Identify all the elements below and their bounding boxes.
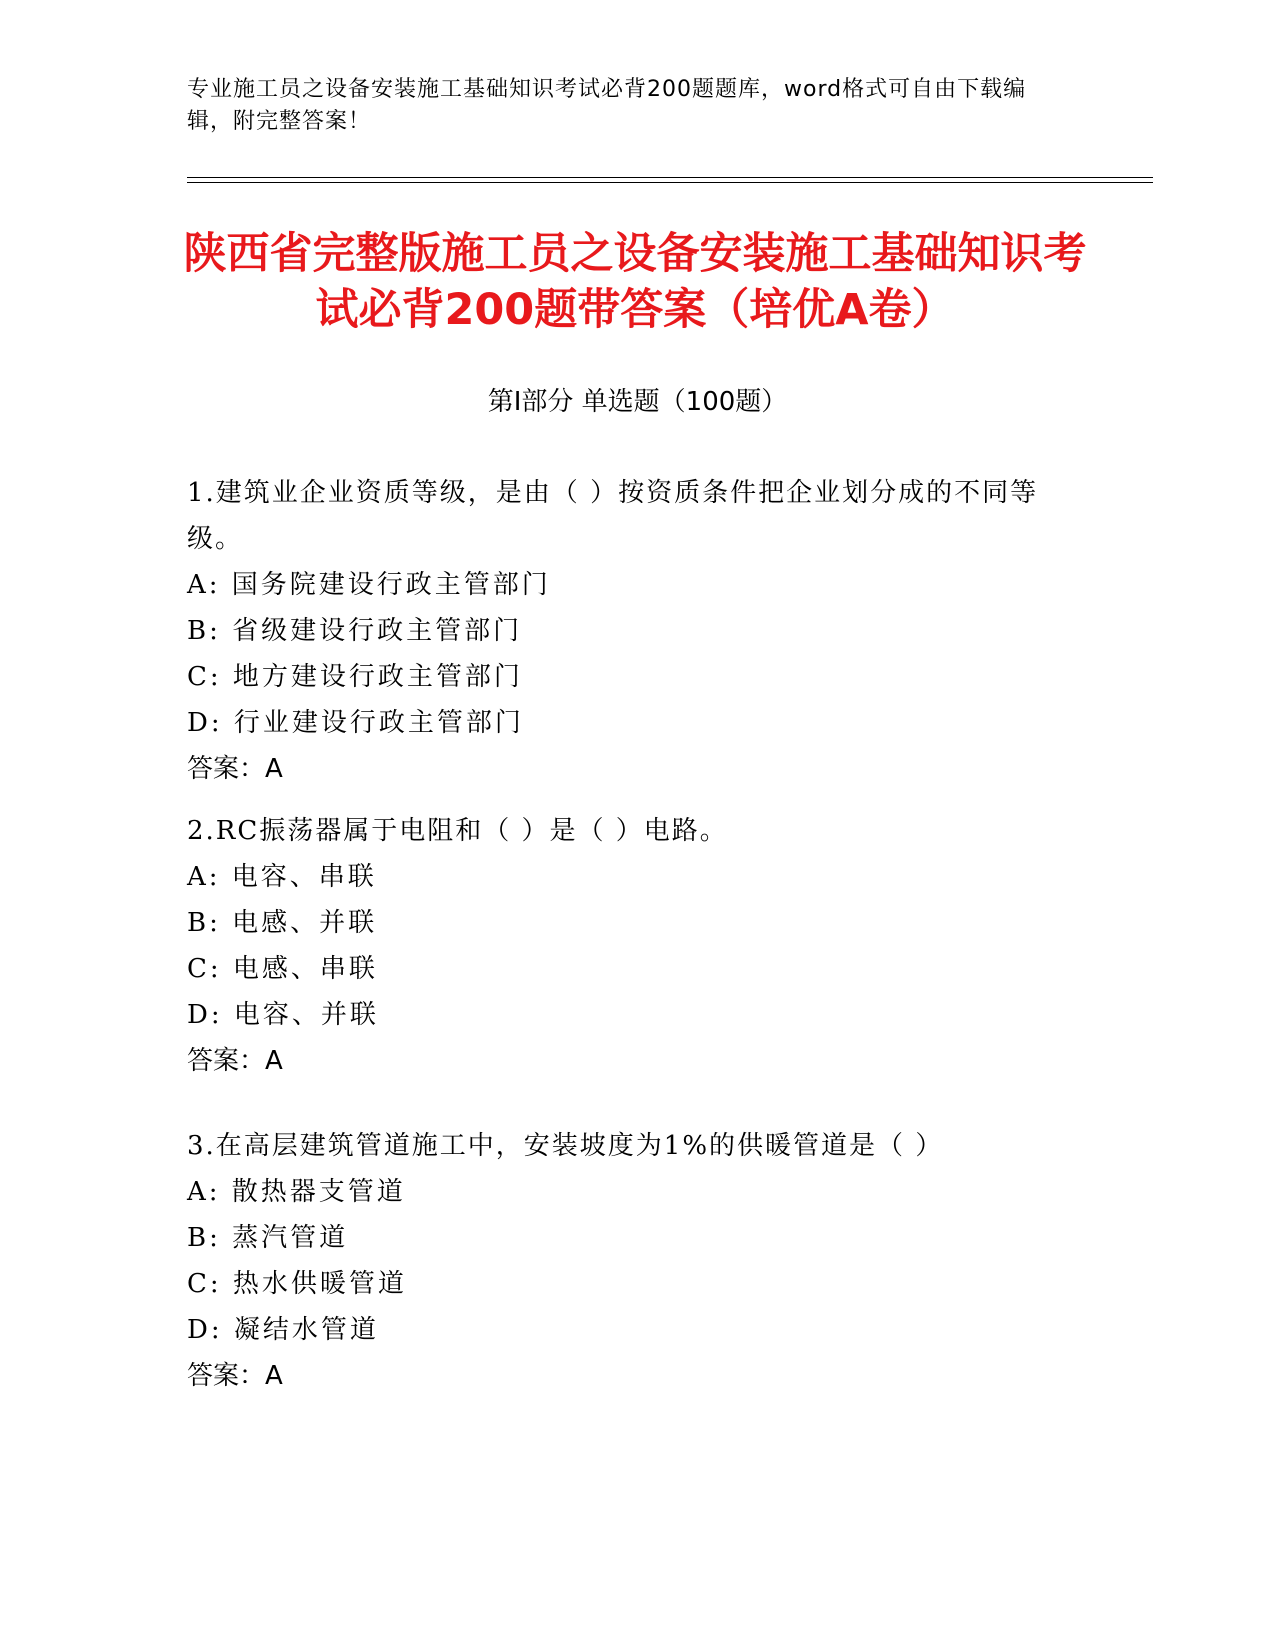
option-a: A: 国务院建设行政主管部门 [187, 570, 551, 600]
question-2 [187, 808, 1087, 1084]
option-a: A: 散热器支管道 [187, 1177, 406, 1207]
answer: 答案：A [187, 1046, 283, 1076]
option-b: B: 省级建设行政主管部门 [187, 616, 523, 646]
option-b: B: 蒸汽管道 [187, 1223, 349, 1253]
header-rule-top [187, 177, 1153, 178]
header-rule-bottom [187, 182, 1153, 183]
answer: 答案：A [187, 1361, 283, 1391]
option-d: D: 电容、并联 [187, 1000, 379, 1030]
document-title: 陕西省完整版施工员之设备安装施工基础知识考试必背200题带答案（培优A卷） [183, 229, 1087, 335]
question-stem: 2.RC振荡器属于电阻和（ ）是（ ）电路。 [187, 816, 728, 846]
option-c: C: 地方建设行政主管部门 [187, 662, 523, 692]
option-c: C: 热水供暖管道 [187, 1269, 407, 1299]
header-note: 专业施工员之设备安装施工基础知识考试必背200题题库，word格式可自由下载编辑，附完整答案！ [187, 77, 1027, 134]
option-c: C: 电感、串联 [187, 954, 378, 984]
question-stem: 3.在高层建筑管道施工中，安装坡度为1%的供暖管道是（ ） [187, 1131, 944, 1161]
question-3 [187, 1123, 1087, 1399]
option-b: B: 电感、并联 [187, 908, 378, 938]
question-stem: 1.建筑业企业资质等级，是由（ ）按资质条件把企业划分成的不同等级。 [187, 478, 1039, 554]
option-d: D: 行业建设行政主管部门 [187, 708, 524, 738]
option-a: A: 电容、串联 [187, 862, 377, 892]
section-title: 第I部分 单选题（100题） [487, 387, 788, 417]
option-d: D: 凝结水管道 [187, 1315, 379, 1345]
answer: 答案：A [187, 754, 283, 784]
question-1 [187, 470, 1087, 792]
